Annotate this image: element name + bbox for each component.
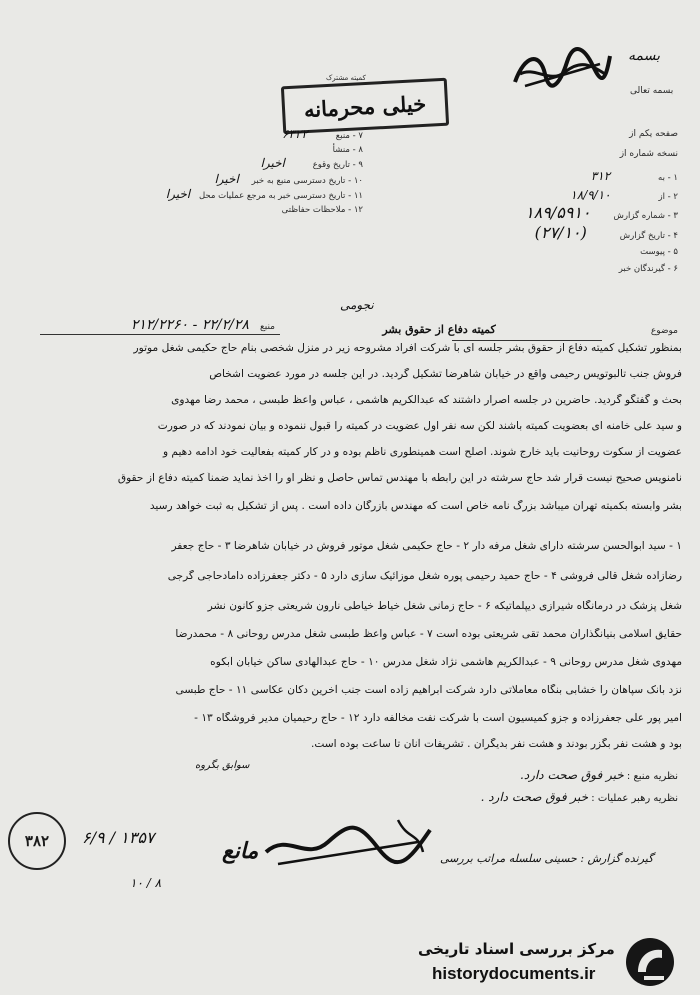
form-right-top-2: نسخه شماره از (619, 149, 678, 159)
body-line: فروش جنب تالبوتویس رحیمی واقع در خیابان شاهرضا تشکیل گردید. در این جلسه در مورد عضویت اشخاص (209, 368, 682, 380)
form-right-row: ۳ - شماره گزارش ۱۸۹/۵۹۱۰ (525, 203, 678, 222)
subject-underline (452, 340, 602, 341)
top-right-mark: بسمه (628, 48, 660, 64)
handwritten-remark: سوابق بگروه (195, 760, 250, 771)
date-handwritten: ۶/۹ / ۱۳۵۷ (82, 828, 155, 847)
subject-text: کمیته دفاع از حقوق بشر (382, 323, 496, 336)
form-right-top-1: صفحه یکم از (629, 129, 678, 139)
form-right-row: ۱ - به ۳۱۲ (590, 169, 678, 183)
classification-stamp (281, 78, 449, 135)
classification-stamp-text: خیلی محرمانه (303, 90, 427, 122)
watermark-fa: مرکز بررسی اسناد تاریخی (418, 940, 615, 958)
handwritten-note: نجومی (340, 298, 374, 312)
bottom-numbers: ۱۰ / ۸ (130, 876, 162, 890)
form-left-row: ۹ - تاریخ وقوع اخیرا (260, 156, 363, 170)
form-right-row: ۵ - پیوست (640, 247, 678, 257)
body-line: بشر وابسته بکمیته تهران میباشد بزرگ نامه خاص است که مهندس بازرگان داده است . پس از تشکیل به ثبت خواهد رسید (149, 500, 682, 512)
form-left-row: ۸ - منشأ (332, 144, 363, 155)
archive-logo-mark (626, 938, 674, 986)
body-line: عضویت از سکوت روحانیت باید خارج شوند. اصلح است همینطوری ناظم بوده و در کار کمیته بفعالیت خود ادامه دهیم و (162, 446, 682, 458)
body-line: نزد بانک سپاهان را خشابی بنگاه معاملاتی دارد شرکت ابراهیم زاده است جنب آخرین دکان عکاسی ۱۱ - حاج طبسی (175, 684, 682, 696)
form-left-row: ۱۲ - ملاحظات حفاظتی (281, 204, 363, 215)
watermark-url: historydocuments.ir (432, 964, 596, 983)
form-left-row: ۱۱ - تاریخ دسترسی خبر به مرجع عملیات محل اخیرا (165, 187, 363, 201)
body-line: ۱ - سید ابوالحسن سرشته دارای شغل مرفه دار ۲ - حاج حکیمی شغل موتور فروش در خیابان شاهرضا ۳ - حاج جعفر (171, 540, 682, 552)
body-line: نامنویس صحیح نیست قرار شد حاج سرشته در این رابطه با مهندس تماس حاصل و نظر او را اخذ نماید ضمناً کمیته دفاع از حقوق (117, 472, 682, 484)
subject-label: موضوع (650, 326, 678, 336)
signature-scribble-top (505, 44, 615, 94)
form-left (108, 128, 363, 217)
top-right-note: بسمه تعالی (630, 86, 674, 96)
body-line: امیر پور علی جعفرزاده و جزو کمیسیون است با شرکت نفت مخالفه دارد ۱۲ - حاج رحیمیان مدیر فروشگاه ۱۳ - (194, 712, 682, 724)
reference-number: ۲۲/۲/۲۸ - ۲۱۲/۲۲۶۰ (130, 317, 249, 333)
form-right-row: ۴ - تاریخ گزارش (۲۷/۱۰) (534, 222, 678, 242)
body-line: حقایق اسلامی بنیانگذاران محمد تقی شریعتی بوده است ۷ - عباس واعظ طبسی شغل مدرس روحانی ۸ - محمدرضا (175, 628, 682, 640)
round-seal: ۳۸۲ (8, 812, 66, 870)
body-line: بود و هشت نفر بگزر بودند و هشت نفر بدیگران . تشریفات آنان تا ساعت بوده است. (310, 738, 682, 750)
signature-scribble-bottom (258, 812, 438, 874)
stamp-top-text: کمیته مشترک (326, 74, 366, 82)
leader-opinion: نظریه رهبر عملیات : خبر فوق صحت دارد . (480, 790, 678, 804)
signature-left: مانع (222, 838, 259, 864)
body-line: بحث و گفتگو گردید. حاضرین در جلسه اصرار داشتند که عبدالکریم هاشمی ، عباس واعظ طبسی ، محمد رضا مهدوی (171, 394, 682, 406)
form-left-row: ۷ - منبع ۶۳۲۲ (282, 127, 363, 141)
body-line: و سید علی خامنه ای بعضویت کمیته باشند لکن سه نفر اول عضویت در کمیته را قبول ننموده و بیان نمودند که در صورت (157, 420, 682, 432)
form-right-row: ۶ - گیرندگان خبر (618, 263, 678, 274)
body-line: شغل پزشک در درمانگاه شیرازی دیپلماتیکه ۶ - حاج زمانی شغل خیاط خیاطی نارون شریعتی جزو کانون نشر (207, 600, 682, 612)
subject-row (18, 318, 678, 337)
reference-label: منبع (259, 322, 275, 332)
form-right (408, 168, 678, 277)
body-line: مهدوی شغل مدرس روحانی ۹ - عبدالکریم هاشمی نژاد شغل مدرس ۱۰ - حاج عبدالهادی ساکن خیابان آبکوه (210, 656, 682, 668)
form-left-row: ۱۰ - تاریخ دسترسی منبع به خبر اخیرا (214, 171, 363, 186)
archive-logo-icon (626, 938, 674, 986)
signature-caption: گیرنده گزارش : حسینی سلسله مراتب بررسی (440, 852, 654, 865)
form-right-top (620, 124, 678, 164)
body-line: بمنظور تشکیل کمیته دفاع از حقوق بشر جلسه ای با شرکت افراد مشروحه زیر در منزل شخصی بنام حاج حکیمی شغل موتور (133, 342, 682, 354)
source-opinion: نظریه منبع : خبر فوق صحت دارد. (520, 768, 678, 782)
body-line: رضازاده شغل قالی فروشی ۴ - حاج حمید رحیمی پوره شغل موزائیک سازی دارد ۵ - دکتر جعفرزاده دامادحاجی گرجی (167, 570, 682, 582)
form-right-row: ۲ - از ۱۸/۹/۱۰ (570, 187, 678, 202)
